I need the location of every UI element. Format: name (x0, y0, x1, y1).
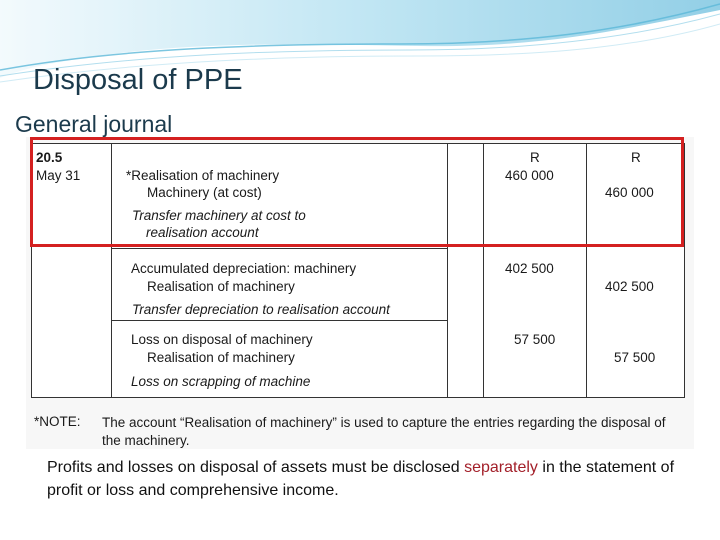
entry-3-narration: Loss on scrapping of machine (131, 374, 311, 389)
entry-2-credit-amount: 402 500 (605, 279, 654, 294)
entry-divider-2 (111, 320, 448, 321)
journal-subtitle: General journal (15, 111, 173, 137)
debit-header: R (530, 150, 540, 165)
emphasis-separately: separately (464, 459, 538, 476)
first-entry-highlight-box (30, 137, 684, 247)
journal-year: 20.5 (36, 150, 63, 165)
entry-divider-1 (111, 248, 448, 249)
entry-1-credit-amount: 460 000 (605, 185, 654, 200)
entry-1-narration: Transfer machinery at cost to (132, 208, 306, 223)
disclosure-text-start: Profits and losses on disposal of assets must be disclosed (47, 459, 465, 476)
entry-1-debit-amount: 460 000 (505, 168, 554, 183)
entry-1-debit-account: *Realisation of machinery (126, 168, 280, 183)
note-label: *NOTE: (34, 414, 81, 429)
entry-3-debit-amount: 57 500 (514, 332, 556, 347)
entry-3-credit-account: Realisation of machinery (147, 350, 295, 365)
slide-title: Disposal of PPE (33, 64, 243, 96)
entry-2-debit-amount: 402 500 (505, 261, 554, 276)
journal-date: May 31 (36, 168, 81, 183)
note-text: The account “Realisation of machinery” is used to capture the entries regarding the disposal of the machinery. (102, 415, 666, 448)
entry-3-credit-amount: 57 500 (614, 350, 656, 365)
entry-1-narration-cont: realisation account (146, 225, 259, 240)
credit-header: R (631, 150, 641, 165)
entry-2-credit-account: Realisation of machinery (147, 279, 295, 294)
disclosure-text-end: in the statement of profit or loss and comprehensive income. (47, 459, 675, 499)
entry-3-debit-account: Loss on disposal of machinery (131, 332, 313, 347)
disclosure-statement (47, 456, 687, 502)
entry-2-debit-account: Accumulated depreciation: machinery (131, 261, 357, 276)
entry-2-narration: Transfer depreciation to realisation account (132, 302, 390, 317)
entry-1-credit-account: Machinery (at cost) (147, 185, 262, 200)
